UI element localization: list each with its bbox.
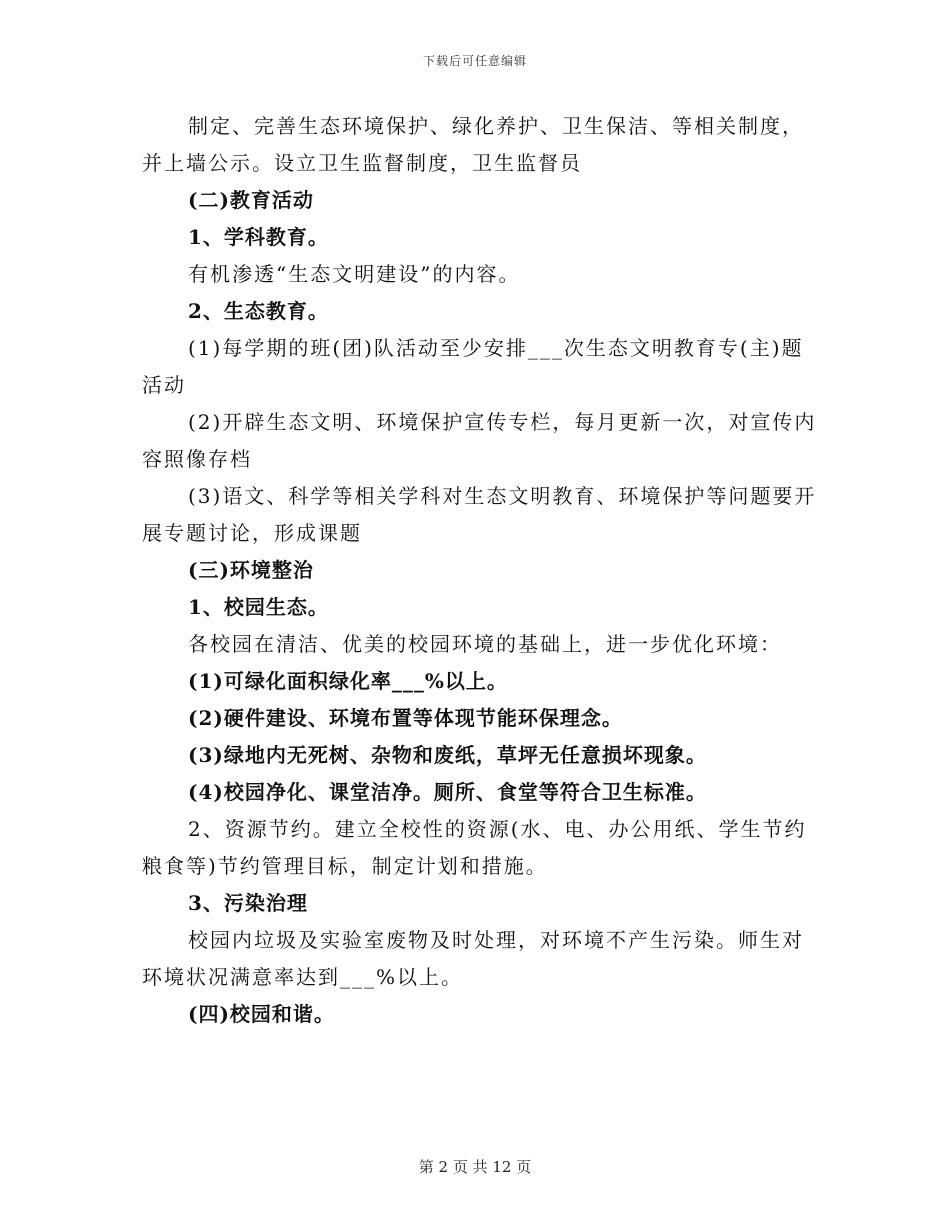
- section-heading-line: (2)硬件建设、环境布置等体现节能环保理念。: [188, 706, 623, 730]
- section-heading-line: (三)环境整治: [188, 558, 314, 582]
- page-footer: 第 2 页 共 12 页: [418, 1158, 532, 1176]
- paragraph-line: 各校园在清洁、优美的校园环境的基础上，进一步优化环境：: [188, 632, 782, 656]
- paragraph-line: 2、资源节约。建立全校性的资源(水、电、办公用纸、学生节约: [188, 817, 807, 841]
- page-header-note: 下载后可任意编辑: [422, 54, 527, 68]
- section-heading-line: 2、生态教育。: [188, 299, 329, 323]
- document-body: [142, 108, 817, 1033]
- paragraph-line: 有机渗透“生态文明建设”的内容。: [188, 262, 521, 286]
- paragraph-line: (1)每学期的班(团)队活动至少安排___次生态文明教育专(主)题: [188, 336, 804, 360]
- section-heading-line: (1)可绿化面积绿化率___%以上。: [188, 669, 508, 693]
- paragraph-line: 并上墙公示。设立卫生监督制度，卫生监督员: [142, 151, 582, 175]
- paragraph-line: 容照像存档: [142, 447, 252, 471]
- paragraph-line: 环境状况满意率达到___%以上。: [142, 965, 464, 989]
- section-heading-line: (四)校园和谐。: [188, 1002, 335, 1026]
- section-heading-line: 1、学科教育。: [188, 225, 329, 249]
- section-heading-line: (二)教育活动: [188, 188, 314, 212]
- paragraph-line: 制定、完善生态环境保护、绿化养护、卫生保洁、等相关制度，: [188, 114, 804, 138]
- section-heading-line: 3、污染治理: [188, 891, 308, 915]
- paragraph-line: 活动: [142, 373, 186, 397]
- section-heading-line: 1、校园生态。: [188, 595, 329, 619]
- paragraph-line: 展专题讨论，形成课题: [142, 521, 362, 545]
- paragraph-line: 粮食等)节约管理目标，制定计划和措施。: [142, 854, 548, 878]
- section-heading-line: (4)校园净化、课堂洁净。厕所、食堂等符合卫生标准。: [188, 780, 707, 804]
- paragraph-line: (3)语文、科学等相关学科对生态文明教育、环境保护等问题要开: [188, 484, 817, 508]
- paragraph-line: 校园内垃圾及实验室废物及时处理，对环境不产生污染。师生对: [188, 928, 804, 952]
- section-heading-line: (3)绿地内无死树、杂物和废纸，草坪无任意损坏现象。: [188, 743, 707, 767]
- paragraph-line: (2)开辟生态文明、环境保护宣传专栏，每月更新一次，对宣传内: [188, 410, 817, 434]
